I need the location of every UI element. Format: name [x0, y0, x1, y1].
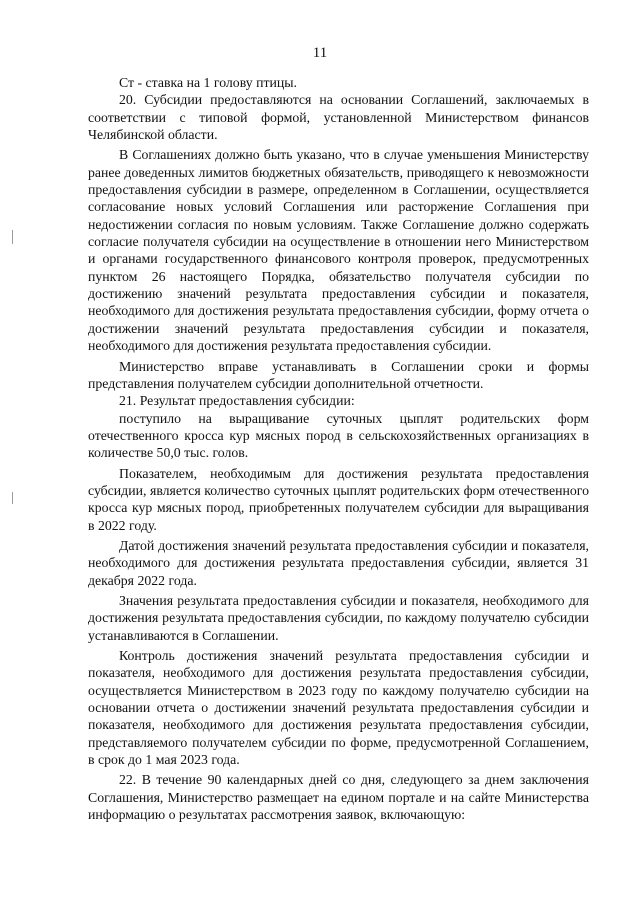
paragraph-21-result: 21. Результат предоставления субсидии: — [119, 393, 355, 409]
paragraph-achievement-date: Датой достижения значений результата предоставления субсидии и показателя, необходимого для достижения результата предоставления субсидии, является 31 декабря 2022 года. — [88, 537, 589, 588]
document-body — [88, 74, 589, 823]
paragraph-20-agreements: 20. Субсидии предоставляются на основании Соглашений, заключаемых в соответствии с типовой формой, установленной Министерством финансов Челябинской области. — [88, 92, 589, 143]
paragraph-values-in-agreement: Значения результата предоставления субсидии и показателя, необходимого для достижения результата предоставления субсидии, по каждому получателю субсидии устанавливаются в Соглашении. — [88, 592, 589, 643]
paragraph-indicator: Показателем, необходимым для достижения результата предоставления субсидии, является количество суточных цыплят родительских форм отечественного кросса кур мясных пород, приобретенных получателем субсидии для выращивания в 2022 году. — [88, 465, 589, 533]
paragraph-control: Контроль достижения значений результата предоставления субсидии и показателя, необходимого для достижения результата предоставления субсидии, осуществляется Министерством в 2023 году по каждому получателю субсидии на основании отчета о достижении значений результата предоставления субсидии и показателя, необходимого для достижения результата предоставления субсидии, представляемого получателем субсидии по форме, предусмотренной Соглашением, в срок до 1 мая 2023 года. — [88, 648, 589, 768]
scan-edge-mark — [12, 230, 13, 244]
paragraph-result-value: поступило на выращивание суточных цыплят родительских форм отечественного кросса кур мясных пород в сельскохозяйственных организациях в количестве 50,0 тыс. голов. — [88, 410, 589, 461]
scan-edge-mark — [12, 492, 13, 504]
paragraph-additional-reporting: Министерство вправе устанавливать в Соглашении сроки и формы представления получателем субсидии дополнительной отчетности. — [88, 358, 589, 391]
paragraph-22-publication: 22. В течение 90 календарных дней со дня, следующего за днем заключения Соглашения, Министерство размещает на едином портале и на сайте Министерства информацию о результатах рассмотрения заявок, включающую: — [88, 772, 589, 823]
page-number: 11 — [312, 45, 328, 61]
paragraph-agreement-conditions: В Соглашениях должно быть указано, что в случае уменьшения Министерству ранее доведенных лимитов бюджетных обязательств, приводящего к невозможности предоставления субсидии в размере, определенном в Соглашении, осуществляется согласование новых условий Соглашения или расторжение Соглашения при недостижении согласия по новым условиям. Также Соглашение должно содержать согласие получателя субсидии на осуществление в отношении него Министерством и органами государственного финансового контроля проверок, предусмотренных пунктом 26 настоящего Порядка, обязательство получателя субсидии по достижению значений результата предоставления субсидии и показателя, необходимого для достижения результата предоставления субсидии, форму отчета о достижении значений результата предоставления субсидии и показателя, необходимого для достижения результата предоставления субсидии. — [88, 147, 589, 354]
paragraph-rate-definition: Ст - ставка на 1 голову птицы. — [119, 75, 297, 90]
